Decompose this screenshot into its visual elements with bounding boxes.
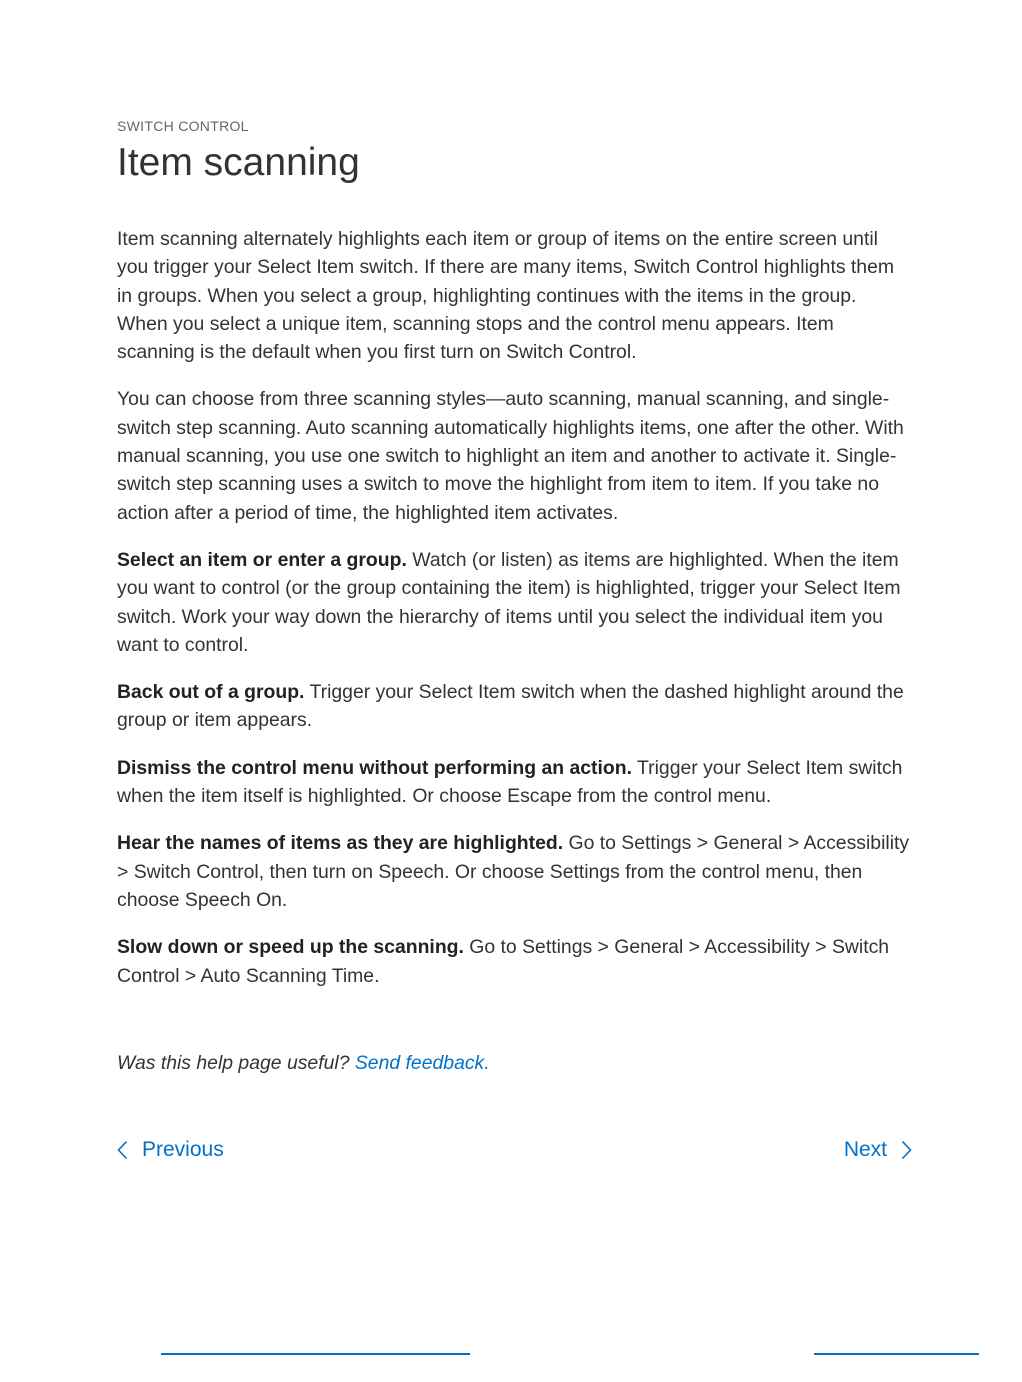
paragraph-dismiss-menu <box>117 754 912 811</box>
paragraph-select-item <box>117 546 912 659</box>
paragraph-lead: Hear the names of items as they are highlighted. <box>117 832 564 855</box>
previous-link[interactable] <box>117 1138 224 1162</box>
paragraph-text: Item scanning alternately highlights each item or group of items on the entire screen until you trigger your Select Item switch. If there are many items, Switch Control highlights them in groups. When you select a group, highlighting continues with the items in the group. When you select a unique item, scanning stops and the control menu appears. Item scanning is the default when you first turn on Switch Control. <box>117 228 895 364</box>
article-body <box>117 225 912 1009</box>
paragraph-text: Trigger your Select Item switch when the dashed highlight around the group or item appears. <box>117 681 904 732</box>
paragraph-text: Trigger your Select Item switch when the item itself is highlighted. Or choose Escape from the control menu. <box>117 756 903 808</box>
paragraph-lead: Dismiss the control menu without performing an action. <box>117 756 632 779</box>
paragraph-text: You can choose from three scanning styles—auto scanning, manual scanning, and single-switch step scanning. Auto scanning automatically highlights items, one after the other. With manual scanning, you use one switch to highlight an item and another to activate it. Single-switch step scanning uses a switch to move the highlight from item to item. If you take no action after a period of time, the highlighted item activates. <box>117 388 904 524</box>
page-title: Item scanning <box>117 141 360 184</box>
paragraph-scan-speed <box>117 933 912 990</box>
paragraph-text: Watch (or listen) as items are highlighted. When the item you want to control (or the group containing the item) is highlighted, trigger your Select Item switch. Work your way down the hierarchy of items until you select the individual item you want to control. <box>117 548 901 656</box>
paragraph-scanning-styles <box>117 385 912 526</box>
paragraph-text: Go to Settings > General > Accessibility > Switch Control > Auto Scanning Time. <box>117 936 890 987</box>
paragraph-back-out <box>117 678 912 735</box>
paragraph-text: Go to Settings > General > Accessibility > Switch Control, then turn on Speech. Or choose Settings from the control menu, then choose Speech On. <box>117 832 910 911</box>
send-feedback-link[interactable]: Send feedback. <box>354 1052 490 1074</box>
feedback-prompt <box>117 1052 490 1075</box>
section-eyebrow: SWITCH CONTROL <box>117 118 249 134</box>
paragraph-lead: Back out of a group. <box>117 681 305 704</box>
paragraph-lead: Select an item or enter a group. <box>117 548 407 571</box>
chevron-right-icon <box>901 1140 912 1160</box>
paragraph-hear-names <box>117 829 912 914</box>
footer-rule-left <box>161 1353 470 1355</box>
feedback-question: Was this help page useful? <box>117 1052 355 1074</box>
chevron-left-icon <box>117 1140 128 1160</box>
paragraph-lead: Slow down or speed up the scanning. <box>117 936 464 959</box>
paragraph-intro <box>117 225 912 366</box>
next-label: Next <box>843 1138 887 1161</box>
previous-label: Previous <box>142 1138 224 1161</box>
footer-rule-right <box>814 1353 979 1355</box>
next-link[interactable] <box>844 1138 912 1162</box>
